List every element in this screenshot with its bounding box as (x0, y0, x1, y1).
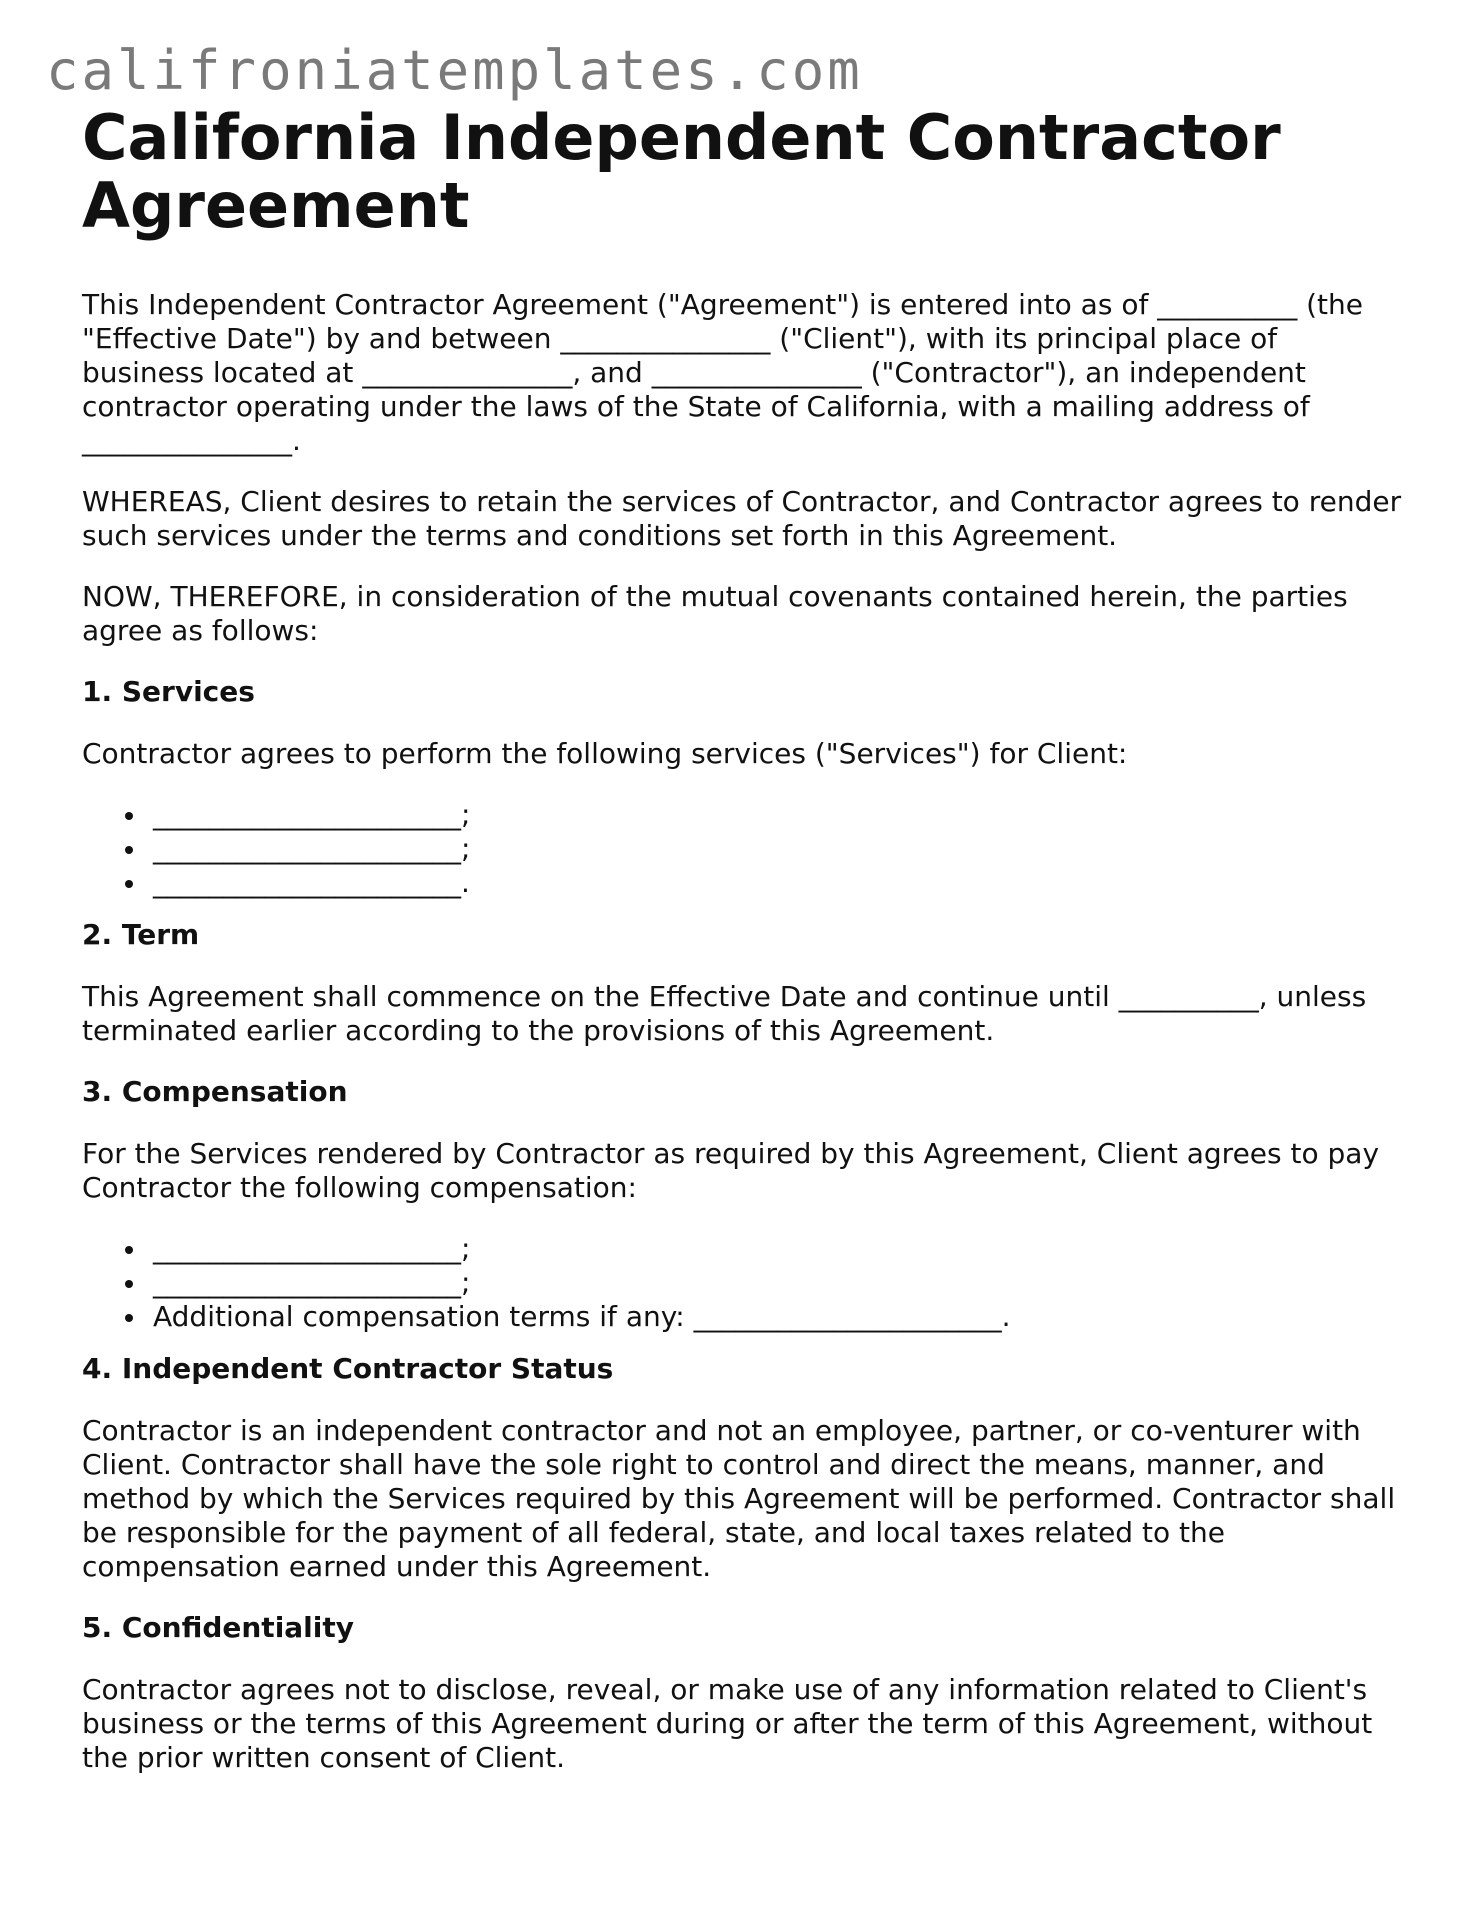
confidentiality-text: Contractor agrees not to disclose, reveal, or make use of any information related to Client's business or the terms of this Agreement during or after the term of this Agreement, without the prior written consent of Client. (82, 1673, 1373, 1774)
services-list (82, 798, 1402, 900)
list-item: ______________________. (153, 866, 1402, 900)
document-title: California Independent Contractor Agreement (82, 101, 1281, 242)
list-item: ______________________; (153, 1232, 1402, 1266)
list-item: Additional compensation terms if any: ______________________. (153, 1300, 1402, 1334)
list-item: ______________________; (153, 798, 1402, 832)
section-heading-compensation: 3. Compensation (82, 1075, 348, 1108)
compensation-list (82, 1232, 1402, 1334)
status-text: Contractor is an independent contractor and not an employee, partner, or co-venturer with Client. Contractor shall have the sole right to control and direct the means, manner, and method by which the Services required by this Agreement will be performed. Contractor shall be responsible for the payment of all federal, state, and local taxes related to the compensation earned under this Agreement. (82, 1414, 1396, 1583)
site-watermark: califroniatemplates.com (46, 39, 863, 102)
compensation-text: For the Services rendered by Contractor as required by this Agreement, Client agrees to pay Contractor the following compensation: (82, 1137, 1380, 1204)
section-heading-term: 2. Term (82, 918, 200, 951)
whereas-paragraph: WHEREAS, Client desires to retain the services of Contractor, and Contractor agrees to render such services under the terms and conditions set forth in this Agreement. (82, 485, 1402, 552)
section-heading-status: 4. Independent Contractor Status (82, 1352, 614, 1385)
section-heading-confidentiality: 5. Confidentiality (82, 1611, 355, 1644)
term-text: This Agreement shall commence on the Effective Date and continue until __________, unless terminated earlier according to the provisions of this Agreement. (82, 980, 1367, 1047)
now-therefore-paragraph: NOW, THEREFORE, in consideration of the mutual covenants contained herein, the parties agree as follows: (82, 580, 1348, 647)
list-item: ______________________; (153, 1266, 1402, 1300)
section-heading-services: 1. Services (82, 675, 255, 708)
services-text: Contractor agrees to perform the following services ("Services") for Client: (82, 737, 1128, 770)
intro-paragraph: This Independent Contractor Agreement ("Agreement") is entered into as of __________ (the "Effective Date") by and between _______________ ("Client"), with its principal place of business located at _______________, and _______________ ("Contractor"), an independent contractor operating under the laws of the State of California, with a mailing address of _______________. (82, 288, 1363, 457)
document-body (82, 101, 1402, 1802)
list-item: ______________________; (153, 832, 1402, 866)
